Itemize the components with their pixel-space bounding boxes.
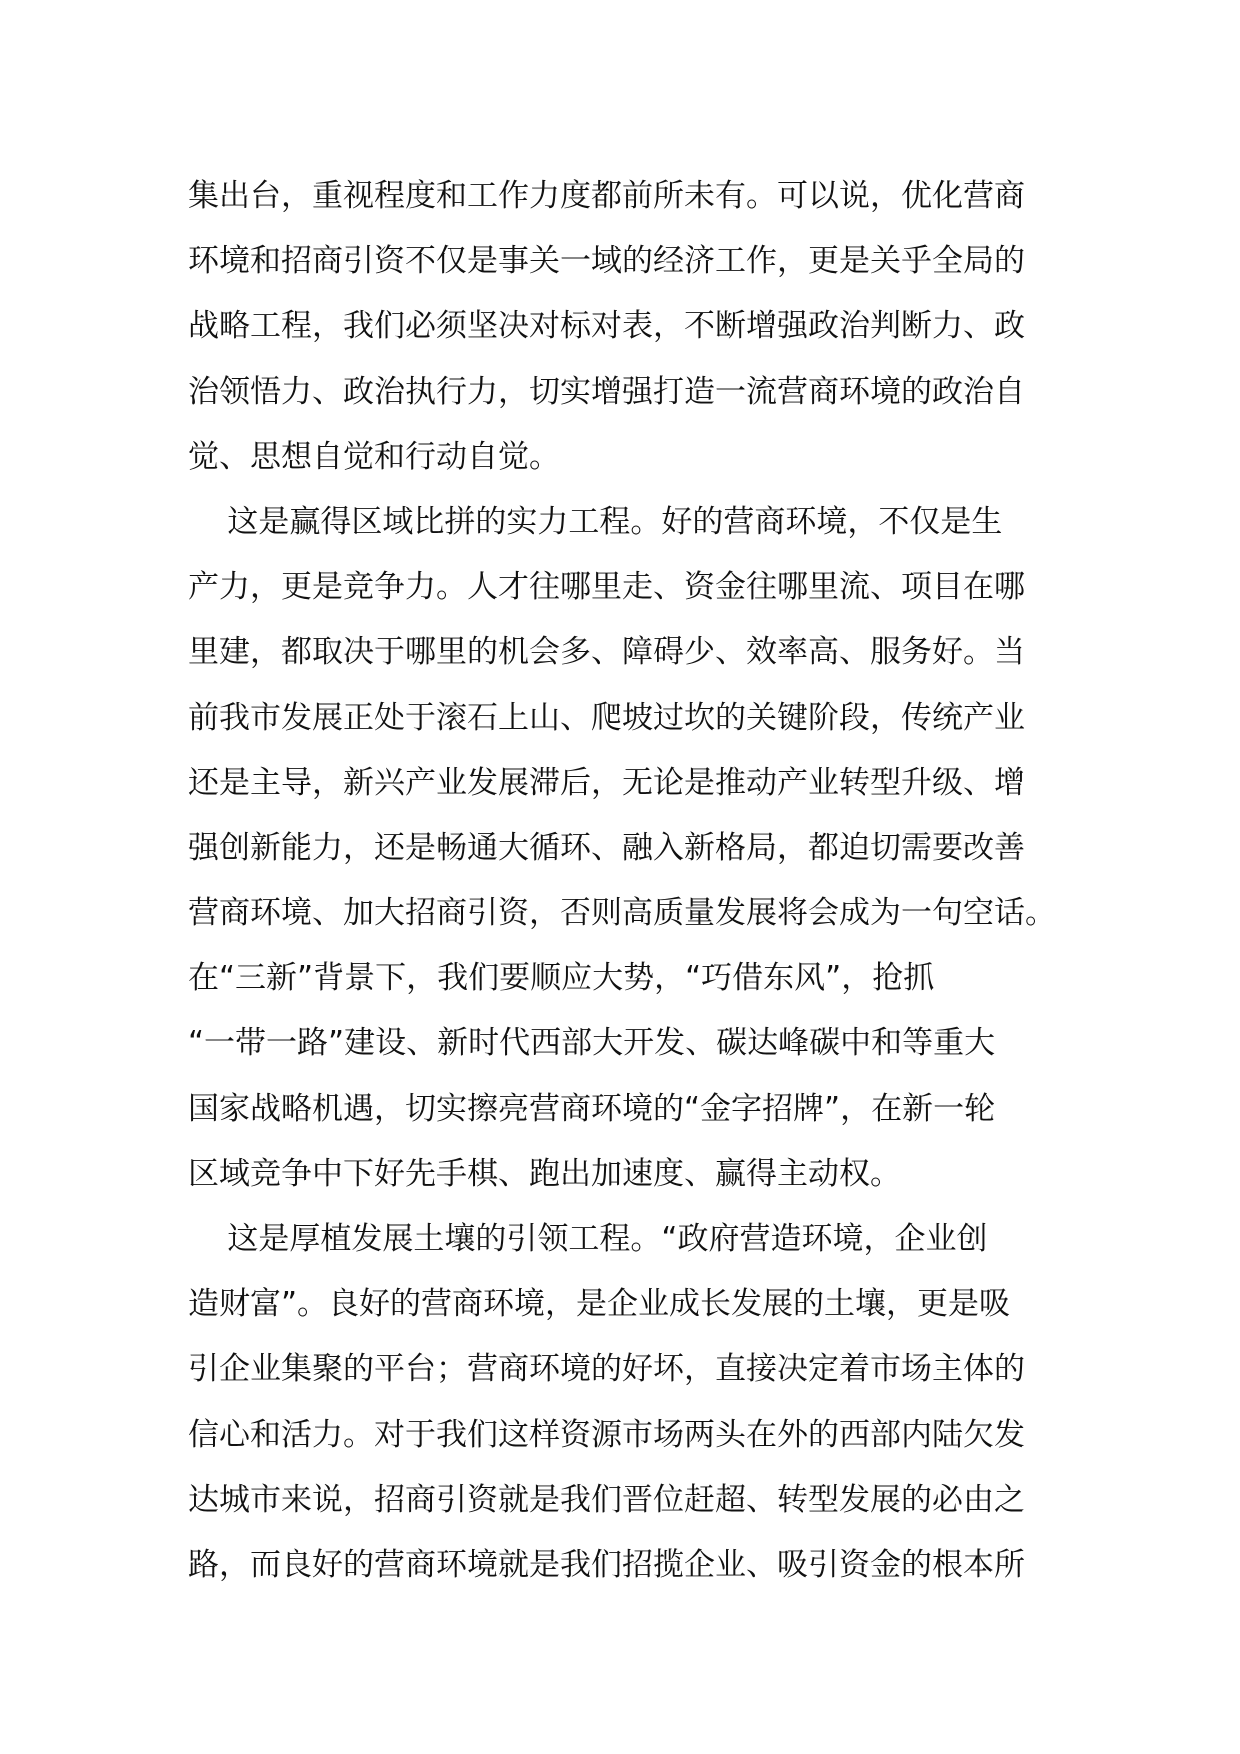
text-line: 在“三新”背景下，我们要顺应大势，“巧借东风”，抢抓 [188, 960, 935, 997]
text-line: 前我市发展正处于滚石上山、爬坡过坎的关键阶段，传统产业 [188, 699, 1025, 736]
text-line: 国家战略机遇，切实擦亮营商环境的“金字招牌”，在新一轮 [188, 1090, 996, 1127]
text-line: 还是主导，新兴产业发展滞后，无论是推动产业转型升级、增 [188, 764, 1025, 801]
text-line: 达城市来说，招商引资就是我们晋位赶超、转型发展的必由之 [188, 1481, 1025, 1518]
text-line: 环境和招商引资不仅是事关一域的经济工作，更是关乎全局的 [188, 243, 1025, 280]
text-line: “一带一路”建设、新时代西部大开发、碳达峰碳中和等重大 [188, 1025, 996, 1062]
text-line: 这是厚植发展土壤的引领工程。“政府营造环境，企业创 [188, 1221, 988, 1257]
text-line: 造财富”。良好的营商环境，是企业成长发展的土壤，更是吸 [188, 1286, 1011, 1323]
text-line: 里建，都取决于哪里的机会多、障碍少、效率高、服务好。当 [188, 634, 1025, 671]
text-line: 这是赢得区域比拼的实力工程。好的营商环境，不仅是生 [188, 503, 1003, 540]
body-text [188, 164, 1064, 1598]
text-line: 集出台，重视程度和工作力度都前所未有。可以说，优化营商 [188, 178, 1025, 214]
text-line: 路，而良好的营商环境就是我们招揽企业、吸引资金的根本所 [188, 1546, 1025, 1583]
text-line: 区域竞争中下好先手棋、跑出加速度、赢得主动权。 [188, 1155, 901, 1192]
text-line: 信心和活力。对于我们这样资源市场两头在外的西部内陆欠发 [188, 1416, 1025, 1453]
text-line: 治领悟力、政治执行力，切实增强打造一流营商环境的政治自 [188, 373, 1025, 410]
text-line: 强创新能力，还是畅通大循环、融入新格局，都迫切需要改善 [188, 829, 1025, 866]
text-line: 营商环境、加大招商引资，否则高质量发展将会成为一句空话。 [188, 895, 1056, 932]
text-line: 产力，更是竞争力。人才往哪里走、资金往哪里流、项目在哪 [188, 569, 1025, 606]
text-line: 觉、思想自觉和行动自觉。 [188, 438, 560, 475]
text-line: 引企业集聚的平台；营商环境的好坏，直接决定着市场主体的 [188, 1351, 1025, 1388]
text-line: 战略工程，我们必须坚决对标对表，不断增强政治判断力、政 [188, 308, 1025, 345]
